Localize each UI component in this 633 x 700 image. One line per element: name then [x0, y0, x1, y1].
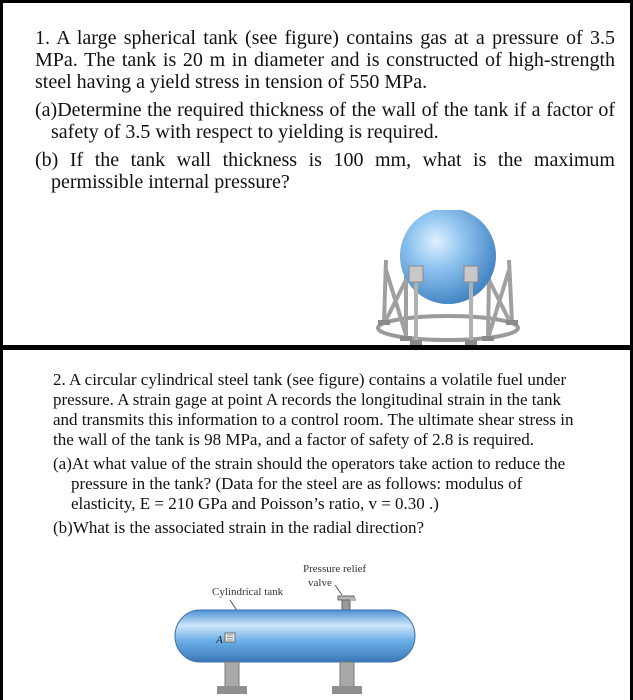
problem-2-part-a: (a)At what value of the strain should the operators take action to reduce the pressure in the tank? (Data for the steel are as follows: modulus of elasticity, E = 210 GPa and Poisson’s ratio, v = 0.30 .): [53, 454, 566, 513]
problem-1-statement: 1. A large spherical tank (see figure) contains gas at a pressure of 3.5 MPa. The tank is 20 m in diameter and is constructed of high-strength steel having a yield stress in tension of 550 MPa.: [35, 27, 615, 93]
tank-label: Cylindrical tank: [212, 586, 284, 598]
problem-2-text: [53, 370, 588, 542]
problem-2-part-b: (b)What is the associated strain in the radial direction?: [53, 518, 425, 537]
leg-bracket: [409, 266, 423, 282]
leg-bracket: [464, 266, 478, 282]
valve-label-line2: valve: [308, 577, 332, 589]
problem-1-part-a: (a)Determine the required thickness of the wall of the tank if a factor of safety of 3.5 with respect to yielding is required.: [35, 99, 615, 143]
cylinder-body: [175, 610, 415, 662]
problem-1-panel: [0, 0, 633, 348]
problem-1-part-b: (b) If the tank wall thickness is 100 mm, what is the maximum permissible internal pressure?: [35, 149, 615, 193]
cylindrical-tank-figure: [170, 560, 420, 700]
problem-1-text: [35, 27, 615, 199]
tank-supports: [217, 662, 362, 694]
valve-leader-line: [335, 585, 342, 595]
spherical-tank-figure: [376, 210, 526, 345]
point-a-label: A: [216, 634, 223, 646]
problem-2-statement: 2. A circular cylindrical steel tank (see figure) contains a volatile fuel under pressure. A strain gage at point A records the longitudinal strain in the tank and transmits this information to a control room. The ultimate shear stress in the wall of the tank is 98 MPa, and a factor of safety of 2.8 is required.: [53, 370, 574, 449]
base-ring: [378, 316, 518, 340]
valve-label-line1: Pressure relief: [303, 563, 367, 575]
